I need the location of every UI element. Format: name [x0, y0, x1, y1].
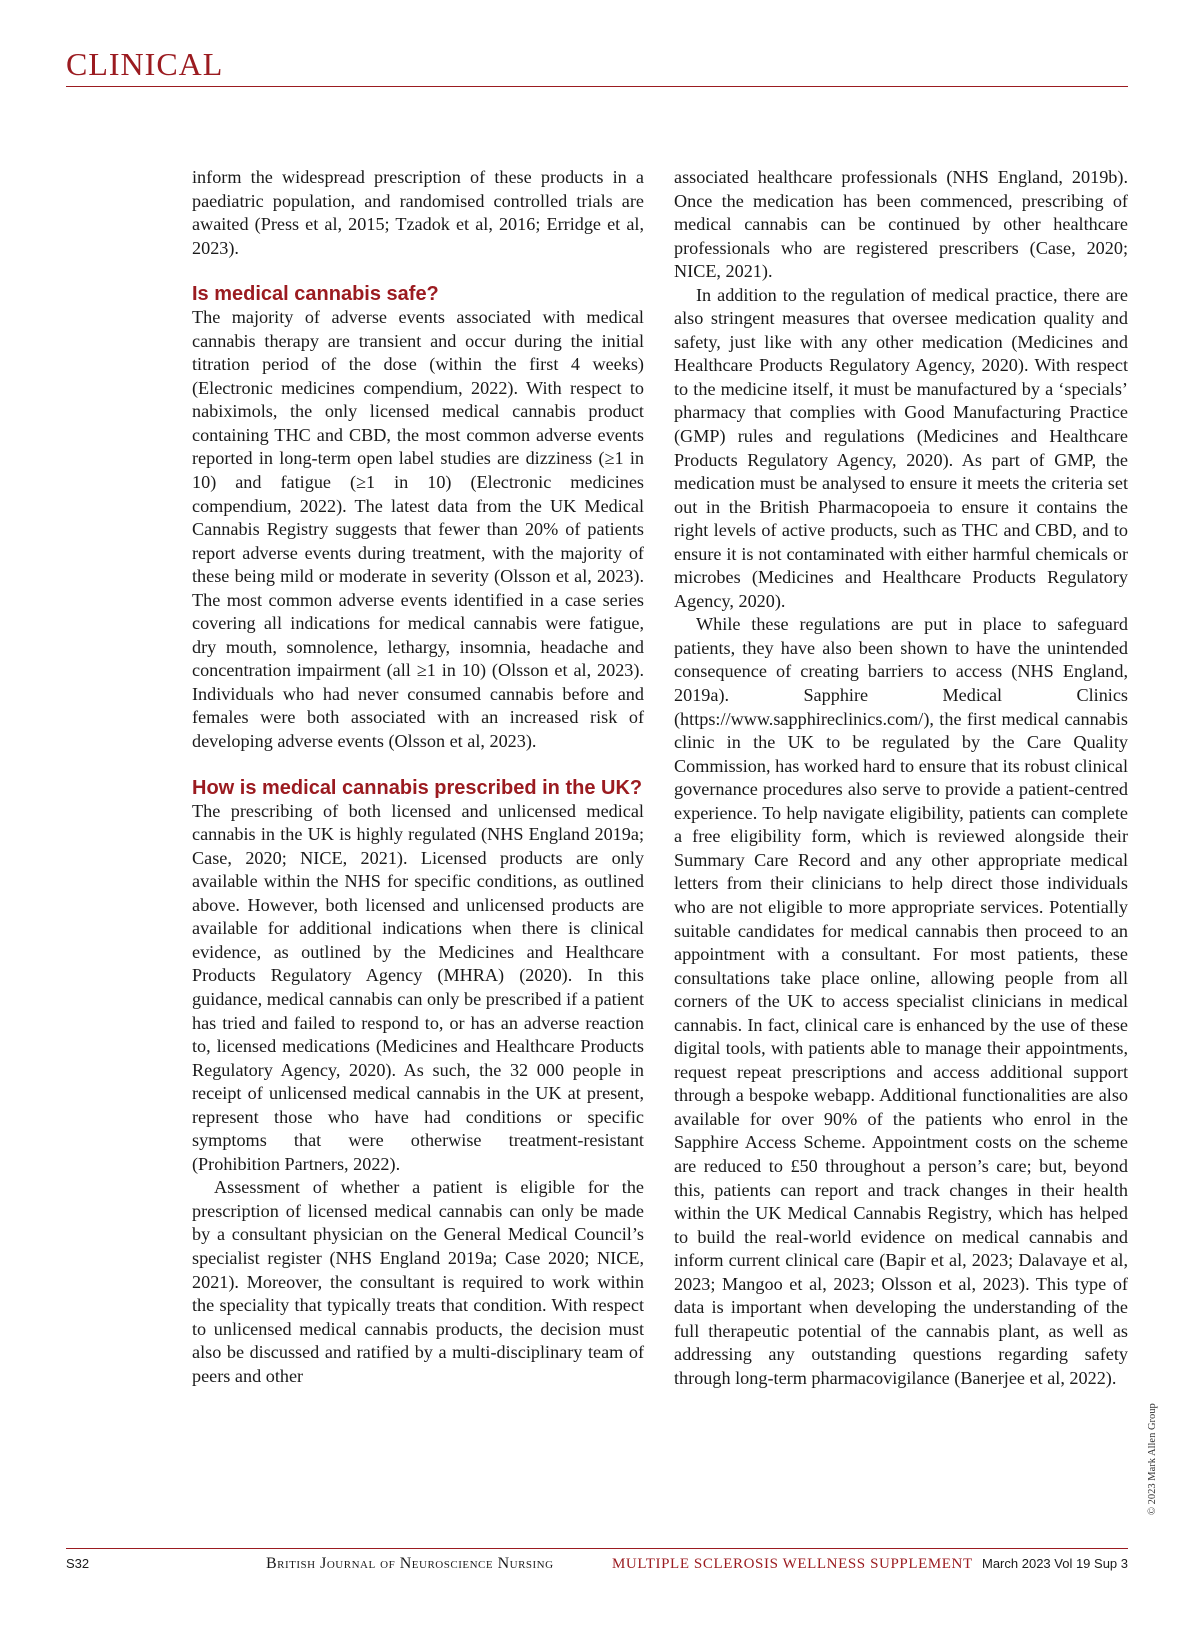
header-rule	[66, 86, 1128, 87]
section-label: CLINICAL	[66, 46, 224, 82]
section-heading: How is medical cannabis prescribed in the UK?	[192, 776, 643, 799]
right-column	[674, 166, 1128, 1390]
paragraph: Assessment of whether a patient is eligible for the prescription of licensed medical cannabis can only be made by a consultant physician on the General Medical Council’s specialist register (NHS England 2019a; Case 2020; NICE, 2021). Moreover, the consultant is required to work within the speciality that typically treats that condition. With respect to unlicensed medical cannabis products, the decision must also be discussed and ratified by a multi-disciplinary team of peers and other	[192, 1177, 644, 1386]
paragraph: The majority of adverse events associated with medical cannabis therapy are transient and occur during the initial titration period of the dose (within the first 4 weeks) (Electronic medicines compendium, 2022). With respect to nabiximols, the only licensed medical cannabis product containing THC and CBD, the most common adverse events reported in long-term open label studies are dizziness (≥1 in 10) and fatigue (≥1 in 10) (Electronic medicines compendium, 2022). The latest data from the UK Medical Cannabis Registry suggests that fewer than 20% of patients report adverse events during treatment, with the majority of these being mild or moderate in severity (Olsson et al, 2023). The most common adverse events identified in a case series covering all indications for medical cannabis were fatigue, dry mouth, somnolence, lethargy, insomnia, headache and concentration impairment (all ≥1 in 10) (Olsson et al, 2023). Individuals who had never consumed cannabis before and females were both associated with an increased risk of developing adverse events (Olsson et al, 2023).	[192, 307, 644, 752]
section-heading: Is medical cannabis safe?	[192, 283, 439, 306]
paragraph: The prescribing of both licensed and unlicensed medical cannabis in the UK is highly regulated (NHS England 2019a; Case, 2020; NICE, 2021). Licensed products are only available within the NHS for specific conditions, as outlined above. However, both licensed and unlicensed products are available for additional indications when there is clinical evidence, as outlined by the Medicines and Healthcare Products Regulatory Agency (MHRA) (2020). In this guidance, medical cannabis can only be prescribed if a patient has tried and failed to respond to, or has an adverse reaction to, licensed medications (Medicines and Healthcare Products Regulatory Agency, 2020). As such, the 32 000 people in receipt of unlicensed medical cannabis in the UK at present, represent those who have had conditions or specific symptoms that were otherwise treatment-resistant (Prohibition Partners, 2022).	[192, 800, 644, 1174]
page-footer	[66, 1552, 1128, 1576]
paragraph: In addition to the regulation of medical practice, there are also stringent measures that oversee medication quality and safety, just like with any other medication (Medicines and Healthcare Products Regulatory Agency, 2020). With respect to the medicine itself, it must be manufactured by a ‘specials’ pharmacy that complies with Good Manufacturing Practice (GMP) rules and regulations (Medicines and Healthcare Products Regulatory Agency, 2020). As part of GMP, the medication must be analysed to ensure it meets the criteria set out in the British Pharmacopoeia to ensure it contains the right levels of active products, such as THC and CBD, and to ensure it is not contaminated with either harmful chemicals or microbes (Medicines and Healthcare Products Regulatory Agency, 2020).	[674, 284, 1128, 611]
left-column	[192, 166, 644, 1388]
journal-title: British Journal of Neuroscience Nursing	[266, 1555, 554, 1572]
copyright-notice: © 2023 Mark Allen Group	[1147, 1403, 1158, 1515]
footer-rule	[66, 1548, 1128, 1549]
paragraph: inform the widespread prescription of these products in a paediatric population, and randomised controlled trials are awaited (Press et al, 2015; Tzadok et al, 2016; Erridge et al, 2023).	[192, 167, 644, 258]
paragraph: associated healthcare professionals (NHS England, 2019b). Once the medication has been commenced, prescribing of medical cannabis can be continued by other healthcare professionals who are registered prescribers (Case, 2020; NICE, 2021).	[674, 167, 1128, 282]
issue-info: March 2023 Vol 19 Sup 3	[982, 1556, 1128, 1571]
supplement-title: MULTIPLE SCLEROSIS WELLNESS SUPPLEMENT	[612, 1556, 973, 1572]
paragraph: While these regulations are put in place to safeguard patients, they have also been shown to have the unintended consequence of creating barriers to access (NHS England, 2019a). Sapphire Medical Clinics (https://www.sapphireclinics.com/), the first medical cannabis clinic in the UK to be regulated by the Care Quality Commission, has worked hard to ensure that its robust clinical governance procedures also serve to provide a patient-centred experience. To help navigate eligibility, patients can complete a free eligibility form, which is reviewed alongside their Summary Care Record and any other appropriate medical letters from their clinicians to help direct those individuals who are not eligible to more appropriate services. Potentially suitable candidates for medical cannabis then proceed to an appointment with a consultant. For most patients, these consultations take place online, allowing people from all corners of the UK to access specialist clinicians in medical cannabis. In fact, clinical care is enhanced by the use of these digital tools, with patients able to manage their appointments, request repeat prescriptions and access additional support through a bespoke webapp. Additional functionalities are also available for over 90% of the patients who enrol in the Sapphire Access Scheme. Appointment costs on the scheme are reduced to £50 throughout a person’s care; but, beyond this, patients can report and track changes in their health within the UK Medical Cannabis Registry, which has helped to build the real-world evidence on medical cannabis and inform current clinical care (Bapir et al, 2023; Dalavaye et al, 2023; Mangoo et al, 2023; Olsson et al, 2023). This type of data is important when developing the understanding of the full therapeutic potential of the cannabis plant, as well as addressing any outstanding questions regarding safety through long-term pharmacovigilance (Banerjee et al, 2022).	[674, 614, 1128, 1388]
page-number: S32	[66, 1556, 90, 1571]
